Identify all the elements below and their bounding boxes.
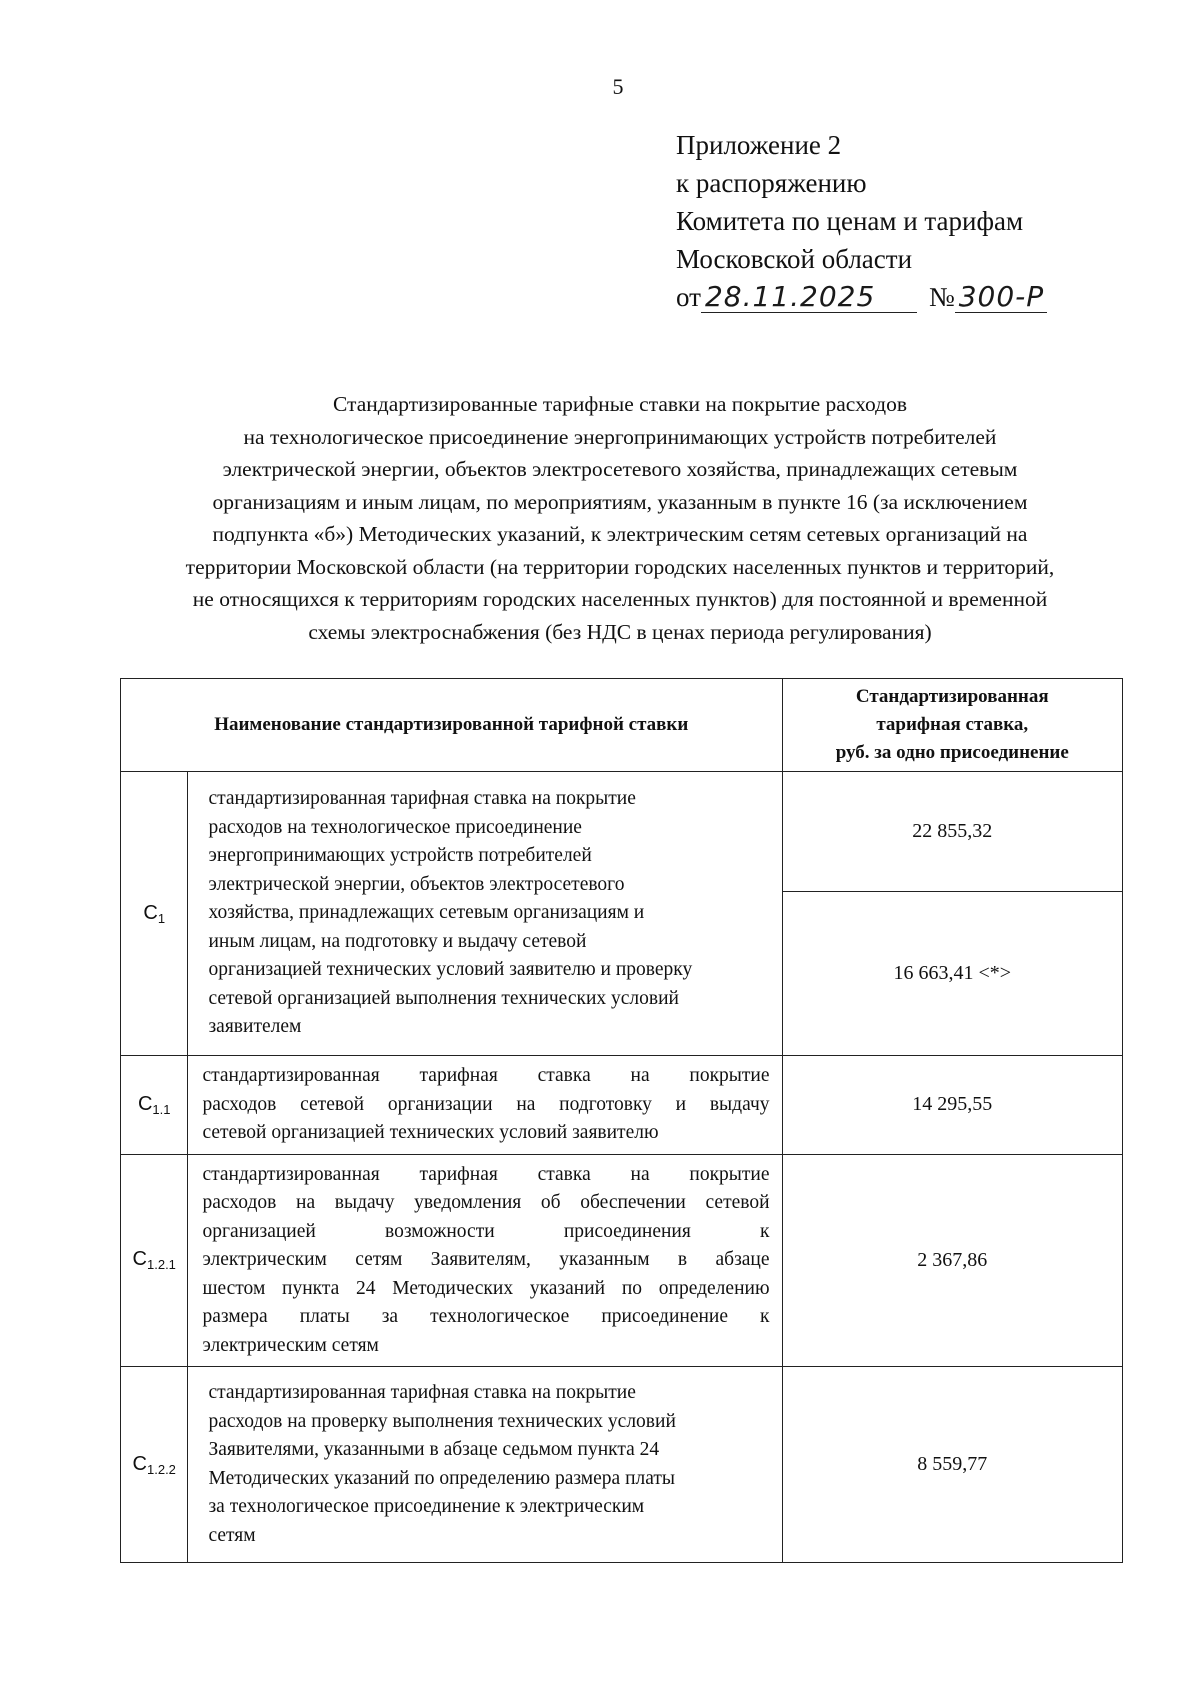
title-line: подпункта «б») Методических указаний, к электрическим сетям сетевых организаций на <box>212 522 1028 546</box>
header-name-cell: Наименование стандартизированной тарифной ставки <box>121 679 783 772</box>
number-prefix: № <box>928 282 955 312</box>
title-line: электрической энергии, объектов электросетевого хозяйства, принадлежащих сетевым <box>222 457 1018 481</box>
appendix-block <box>676 126 1047 316</box>
title-line: схемы электроснабжения (без НДС в ценах периода регулирования) <box>308 619 932 644</box>
tariff-table <box>120 678 1123 1563</box>
row-value-alt: 16 663,41 <*> <box>782 892 1122 1056</box>
row-value: 8 559,77 <box>782 1367 1122 1563</box>
title-line: территории Московской области (на территории городских населенных пунктов и территорий, <box>185 554 1055 579</box>
row-code: $С_{1.2.2}$ <box>121 1367 188 1563</box>
row-code: $С_{1.2.1}$ <box>121 1154 188 1367</box>
table-row <box>121 1367 1123 1563</box>
title-line: не относящихся к территориям городских населенных пунктов) для постоянной и временной <box>192 587 1048 611</box>
document-title <box>110 388 1130 648</box>
page-number: 5 <box>612 74 624 99</box>
header-value-line: руб. за одно присоединение <box>835 742 1069 763</box>
appendix-line: Комитета по ценам и тарифам <box>676 206 1024 236</box>
handwritten-date: 28.11.2025 <box>701 282 917 313</box>
handwritten-number: 300-Р <box>955 282 1047 313</box>
row-description: стандартизированная тарифная ставка на покрытие расходов на технологическое присоединение энергопринимающих устройств потребителей электрической энергии, объектов электросетевого хозяйства, принадлежащих сетевым организациям и иным лицам, на подготовку и выдачу сетевой организацией технических условий заявителю и проверку сетевой организацией выполнения технических условий заявителем <box>188 772 782 1056</box>
row-description: стандартизированная тарифная ставка на покрытие расходов на проверку выполнения технических условий Заявителями, указанными в абзаце седьмом пункта 24 Методических указаний по определению размера платы за технологическое присоединение к электрическим сетям <box>188 1367 782 1563</box>
appendix-line: к распоряжению <box>676 168 867 198</box>
title-line: организациям и иным лицам, по мероприятиям, указанным в пункте 16 (за исключением <box>212 489 1028 514</box>
row-code: $С_{1.1}$ <box>121 1056 188 1155</box>
title-line: Стандартизированные тарифные ставки на покрытие расходов <box>333 392 907 416</box>
header-value-line: тарифная ставка, <box>876 714 1029 735</box>
header-value-cell <box>782 679 1122 772</box>
header-value-line: Стандартизированная <box>855 686 1049 707</box>
row-value: 22 855,32 <box>782 772 1122 892</box>
row-description: стандартизированная тарифная ставка на покрытие расходов сетевой организации на подготовку и выдачу сетевой организацией технических условий заявителю <box>188 1056 782 1155</box>
table-header-row <box>121 679 1123 772</box>
row-value: 2 367,86 <box>782 1154 1122 1367</box>
appendix-line: Приложение 2 <box>676 130 842 160</box>
row-description: стандартизированная тарифная ставка на покрытие расходов на выдачу уведомления об обеспечении сетевой организацией возможности присоединения к электрическим сетям Заявителям, указанным в абзаце шестом пункта 24 Методических указаний по определению размера платы за технологическое присоединение к электрическим сетям <box>188 1154 782 1367</box>
row-value: 14 295,55 <box>782 1056 1122 1155</box>
table-row <box>121 772 1123 892</box>
row-code: $С_1$ <box>121 772 188 1056</box>
title-line: на технологическое присоединение энергопринимающих устройств потребителей <box>243 424 997 449</box>
appendix-line: Московской области <box>676 244 913 274</box>
table-row <box>121 1056 1123 1155</box>
date-number-line <box>676 278 1047 316</box>
table-row <box>121 1154 1123 1367</box>
date-prefix: от <box>676 282 701 312</box>
